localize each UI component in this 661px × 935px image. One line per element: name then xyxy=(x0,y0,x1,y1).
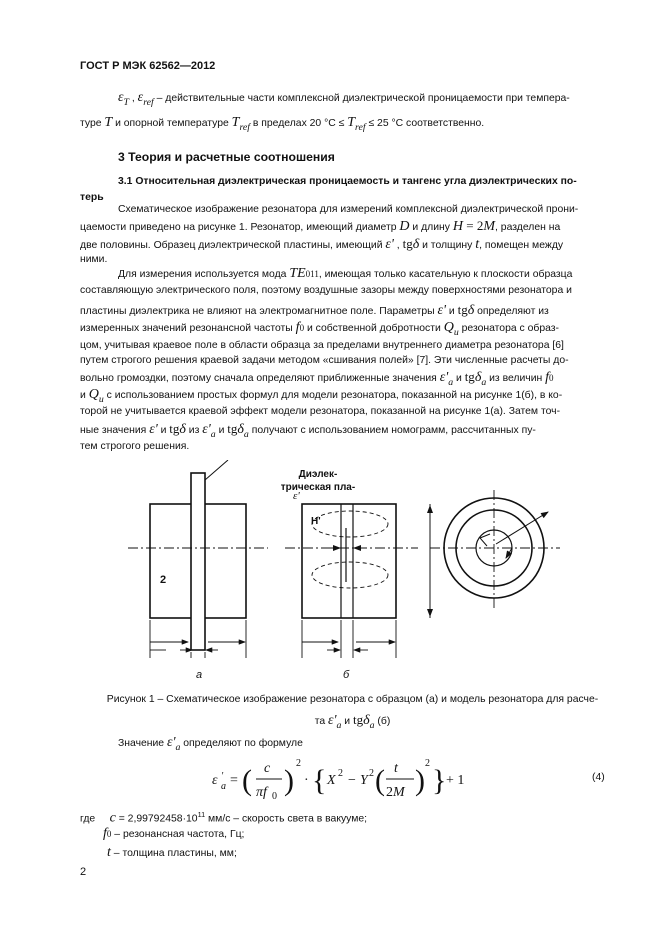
figure-label-eps: ε' xyxy=(293,490,300,502)
para1-line-3: две половины. Образец диэлектрической пластины, имеющий ε' , tgδ и толщину t, помещен между xyxy=(80,236,564,252)
para1-line-2: цаемости приведено на рисунке 1. Резонатор, имеющий диаметр D и длину H = 2M, разделен на xyxy=(80,218,561,234)
plate-leader-line xyxy=(205,460,228,480)
svg-text:2: 2 xyxy=(369,768,374,779)
svg-text:+ 1: + 1 xyxy=(446,773,465,788)
figure-caption-line-1: Рисунок 1 – Схематическое изображение резонатора с образцом (а) и модель резонатора для расче- xyxy=(106,694,599,705)
svg-text:Y: Y xyxy=(360,773,368,788)
subsection-title-line-2: терь xyxy=(80,192,104,203)
figure-resonator-diagram xyxy=(0,460,661,690)
svg-text:{: { xyxy=(312,764,327,797)
para1-line-1: Схематическое изображение резонатора для измерений комплексной диэлектрической прони- xyxy=(118,204,579,215)
svg-text:a: a xyxy=(221,781,226,792)
svg-text:): ) xyxy=(415,764,425,797)
svg-text:=: = xyxy=(230,773,238,788)
para2-line-1: Для измерения используется мода TE011, имеющая только касательную к плоскости образца xyxy=(118,266,573,281)
para1-line-4: ними. xyxy=(80,254,108,265)
section-title: 3 Теория и расчетные соотношения xyxy=(118,150,335,164)
intro-line-1: $\varepsilon_T$ , $\varepsilon_{ref}$ – действительные части комплексной диэлектрической проницаемости при темпера- xyxy=(118,90,570,108)
svg-text:2: 2 xyxy=(338,768,343,779)
svg-text:): ) xyxy=(284,764,294,797)
svg-text:0: 0 xyxy=(272,791,277,802)
dielectric-plate-a xyxy=(191,473,205,650)
svg-text:·: · xyxy=(304,773,309,788)
para2-line-3: пластины диэлектрика не влияют на электромагнитное поле. Параметры ε' и tgδ определяют из xyxy=(80,302,549,318)
para2-line-9: торой не учитывается краевой эффект модели резонатора, показанной на рисунке 1(а). Затем точ- xyxy=(80,406,561,417)
svg-text:t: t xyxy=(394,761,398,776)
figure-sub-a: а xyxy=(196,669,203,681)
figure-label-2: 2 xyxy=(160,574,167,586)
subsection-title-line-1: 3.1 Относительная диэлектрическая проницаемость и тангенс угла диэлектрических по- xyxy=(118,176,577,187)
para2-line-7: вольно громоздки, поэтому сначала определяют приближенные значения $\varepsilon'_a$ и tgδ$_a$ из величин f0 xyxy=(80,369,554,388)
para2-line-2: составляющую электрического поля, поэтому воздушные зазоры между поверхностями резонатора и xyxy=(80,285,572,296)
para2-line-4: измеренных значений резонансной частоты f0 и собственной добротности $Q_u$ резонатора с образ- xyxy=(80,320,560,338)
figure-caption-line-2: та $\varepsilon'_a$ и tgδ$_a$ (б) xyxy=(314,712,391,731)
svg-text:′: ′ xyxy=(221,771,224,782)
svg-text:2M: 2M xyxy=(386,785,405,800)
svg-text:}: } xyxy=(432,764,447,797)
page-number: 2 xyxy=(80,866,87,878)
figure-label-dielectric: Диэлек- трическая пла- xyxy=(280,469,356,493)
svg-text:c: c xyxy=(264,761,271,776)
formula-4 xyxy=(210,752,470,812)
formula-number: (4) xyxy=(592,772,605,783)
where-c: где $c = 2,99792458\cdot 10^{11}$ мм/с – скорость света в вакууме; xyxy=(80,810,368,826)
intro-line-2: туре T и опорной температуре $T_{ref}$ в пределах 20 $^\circ С \le T_{ref} \le 25$ °С соответственно. xyxy=(80,115,485,133)
figure-label-H: H' xyxy=(311,516,321,527)
svg-text:(: ( xyxy=(375,764,385,797)
figure-sub-b: б xyxy=(343,669,350,681)
para2-line-5: цом, учитывая краевое поле в области образца за пределами внутреннего диаметра резонатора [6] xyxy=(80,340,564,351)
where-f0: f0 – резонансная частота, Гц; xyxy=(103,826,245,841)
svg-text:−: − xyxy=(348,773,356,788)
svg-text:(: ( xyxy=(242,764,252,797)
svg-text:X: X xyxy=(327,773,336,788)
para2-line-10: ные значения ε' и tgδ из $\varepsilon'_a$ и tgδ$_a$ получают с использованием номограмм, рассчитанных пу- xyxy=(80,421,536,440)
svg-text:πf: πf xyxy=(256,785,267,800)
para2-line-8: и $Q_u$ с использованием простых формул для модели резонатора, показанной на рисунке 1(б), в ко- xyxy=(80,387,563,405)
svg-text:ε: ε xyxy=(212,773,218,788)
svg-text:2: 2 xyxy=(425,758,430,769)
formula-intro: Значение $\varepsilon'_a$ определяют по формуле xyxy=(118,735,303,753)
svg-text:2: 2 xyxy=(296,758,301,769)
document-header: ГОСТ Р МЭК 62562—2012 xyxy=(80,60,216,72)
where-t: t – толщина пластины, мм; xyxy=(107,845,237,860)
para2-line-6: путем строгого решения краевой задачи методом «сшивания полей» [7]. Эти численные расчеты до- xyxy=(80,355,569,366)
para2-line-11: тем строгого решения. xyxy=(80,441,190,452)
